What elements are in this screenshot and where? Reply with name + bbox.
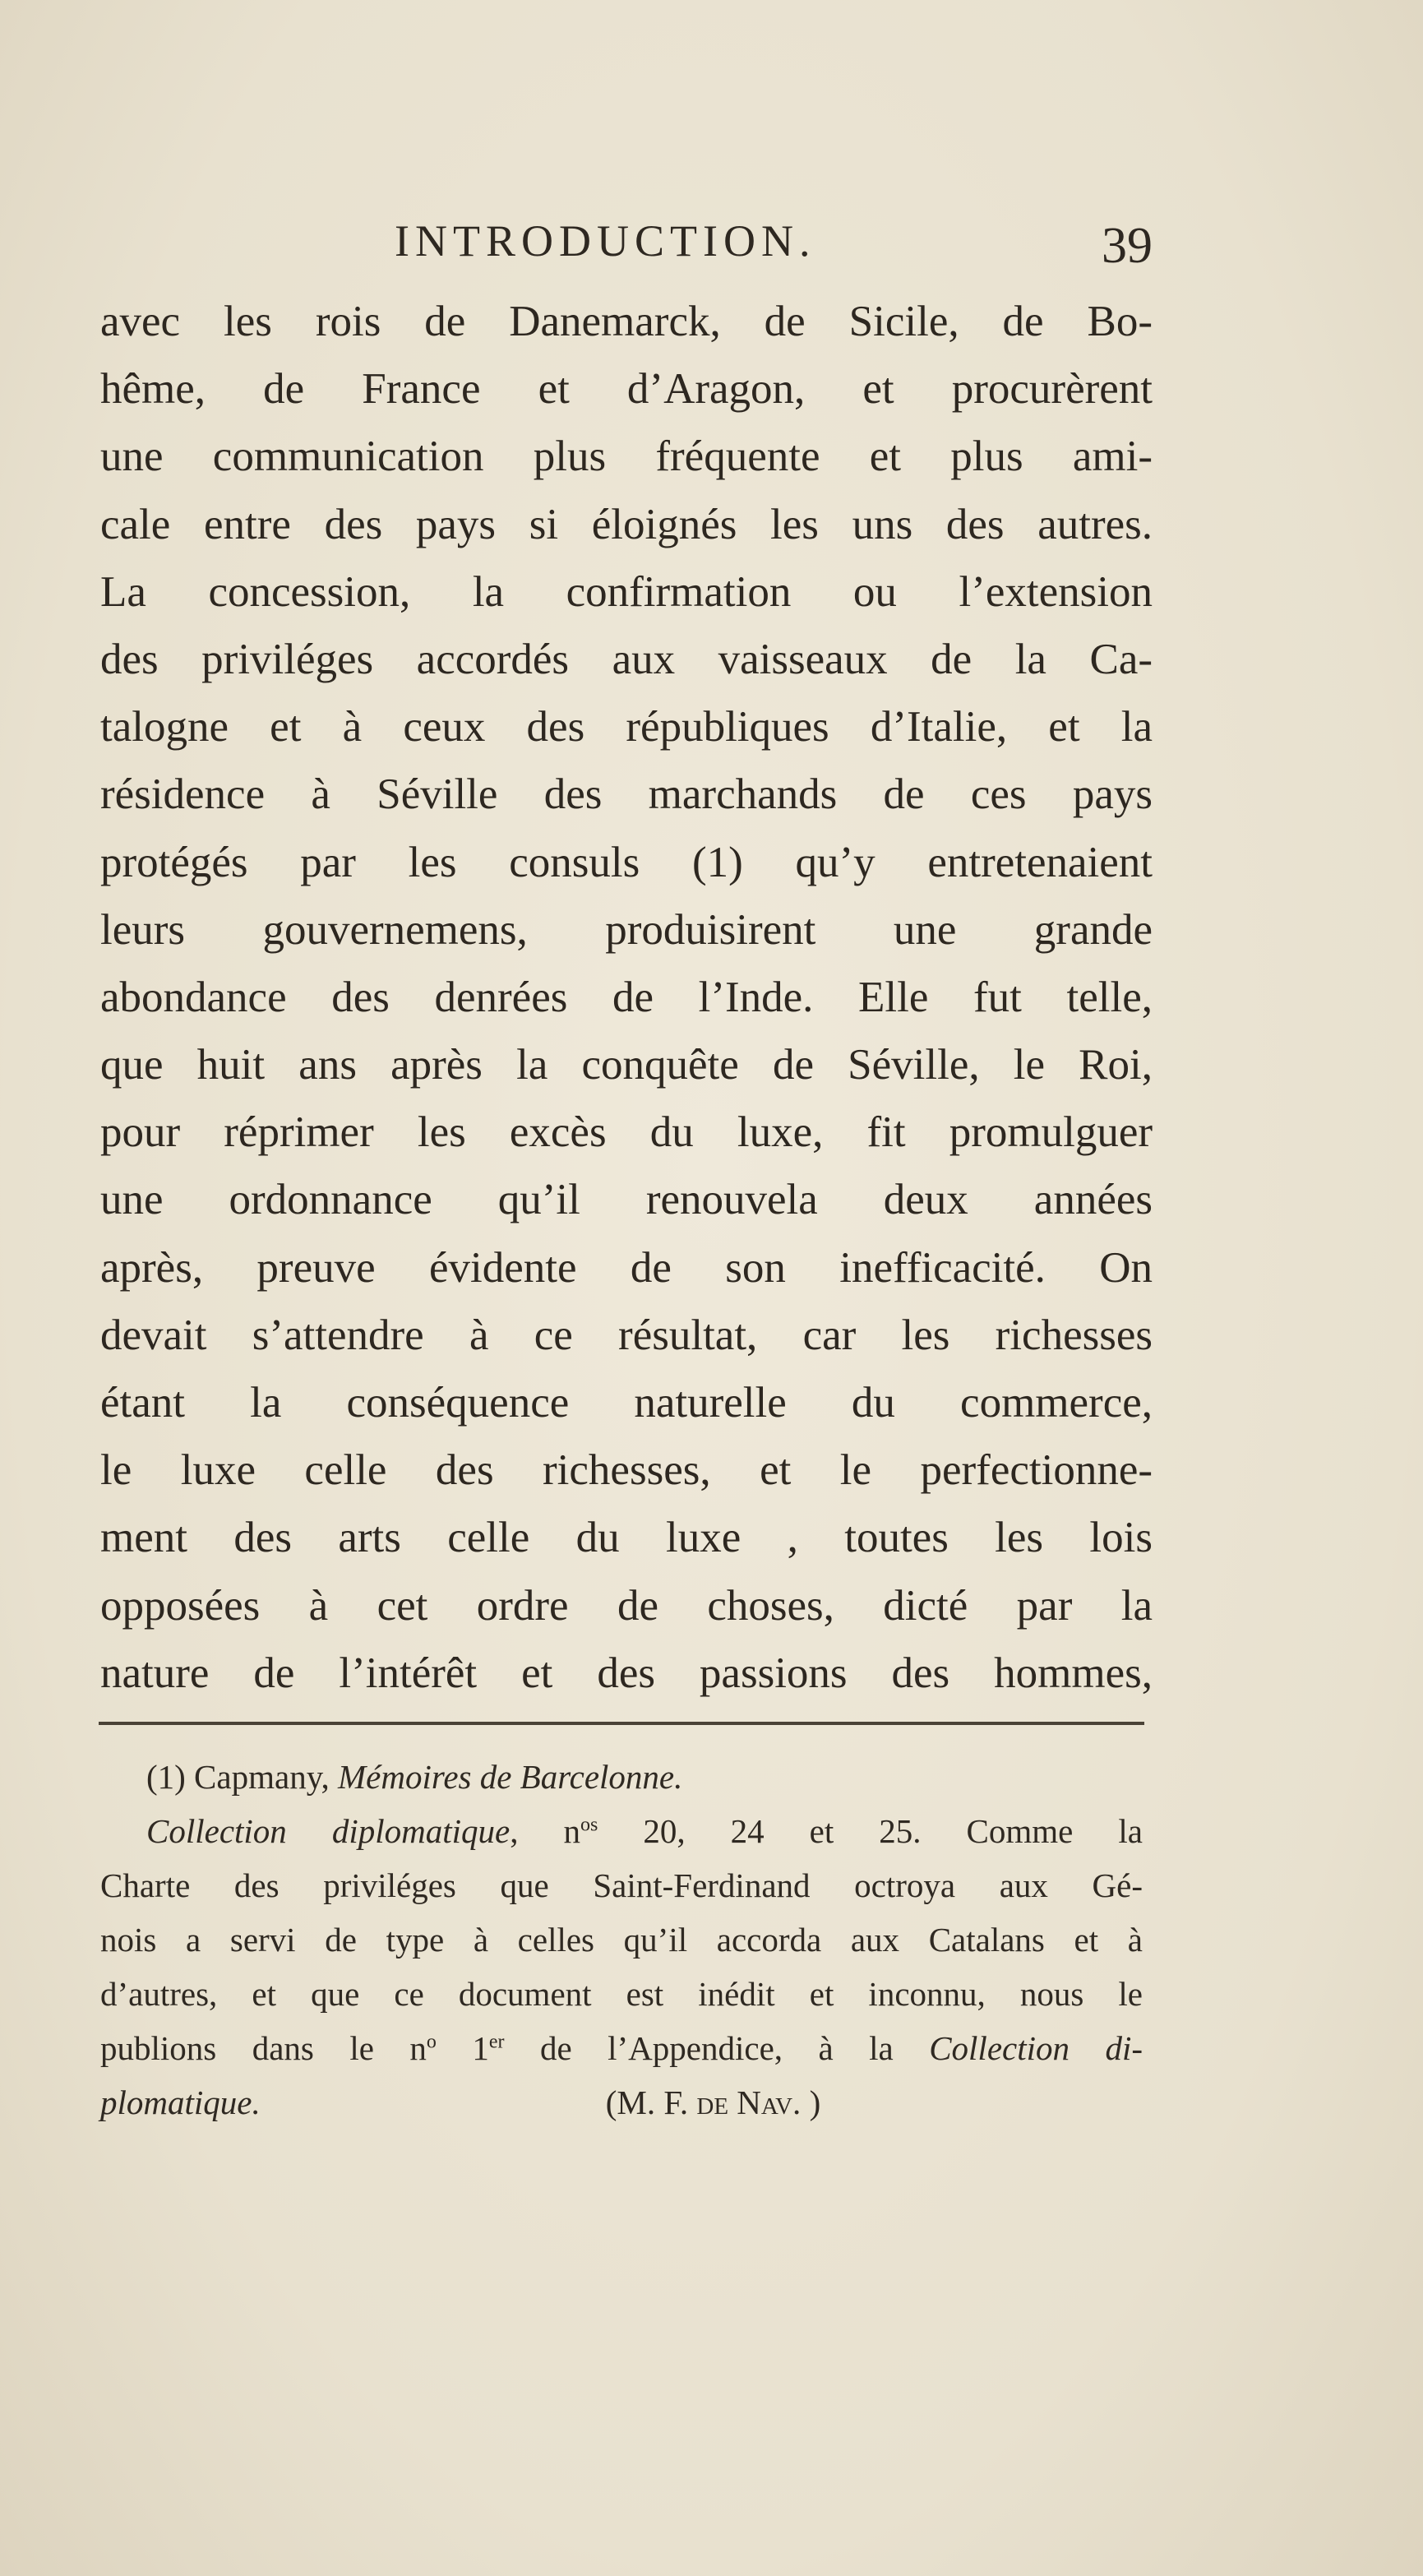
text-line: une ordonnance qu’il renouvela deux années	[100, 1176, 1153, 1224]
text-line: abondance des denrées de l’Inde. Elle fut telle,	[100, 973, 1153, 1021]
cited-title: Mémoires de Barcelonne.	[338, 1758, 683, 1796]
text-line: opposées à cet ordre de choses, dicté par la	[100, 1581, 1153, 1630]
text-line: talogne et à ceux des républiques d’Italie, et la	[100, 703, 1153, 752]
text-line: devait s’attendre à ce résultat, car les richesses	[100, 1311, 1153, 1359]
text-line: avec les rois de Danemarck, de Sicile, de Bo-	[100, 298, 1153, 345]
footnote-line: Charte des priviléges que Saint-Ferdinand octroya aux Gé-	[100, 1866, 1143, 1904]
footnote-line: Collection diplomatique, $n^{os}$ 20, 24 et 25. Comme la	[146, 1812, 1143, 1850]
footnote-line: d’autres, et que ce document est inédit et inconnu, nous le	[100, 1975, 1143, 2013]
text-line: une communication plus fréquente et plus ami-	[100, 432, 1153, 481]
text-line: étant la conséquence naturelle du commerce,	[100, 1379, 1153, 1427]
running-title: INTRODUCTION.	[395, 216, 816, 266]
footnote-rule	[99, 1722, 1144, 1725]
body-text	[100, 288, 1153, 1707]
footnote-line	[100, 2075, 1143, 2130]
text-line: hême, de France et d’Aragon, et procurèrent	[100, 365, 1153, 414]
text-line: protégés par les consuls (1) qu’y entretenaient	[100, 838, 1153, 886]
text-line: La concession, la confirmation ou l’extension	[100, 567, 1153, 616]
text-line: ment des arts celle du luxe , toutes les lois	[100, 1514, 1153, 1562]
page-number: 39	[1102, 218, 1153, 274]
text-line: après, preuve évidente de son inefficacité. On	[100, 1243, 1153, 1292]
running-head	[99, 215, 1151, 281]
text-line: que huit ans après la conquête de Séville, le Roi,	[100, 1041, 1153, 1089]
text-line: leurs gouvernemens, produisirent une grande	[100, 905, 1153, 954]
text-line: cale entre des pays si éloignés les uns des autres.	[100, 500, 1153, 548]
editor-signature: (M. F. de Nav. )	[605, 2083, 821, 2121]
cited-title: Collection di-	[929, 2029, 1143, 2067]
footnotes	[100, 1750, 1143, 2130]
footnote-line: nois a servi de type à celles qu’il accorda aux Catalans et à	[100, 1921, 1143, 1959]
footnote-line: publions dans le $n^o$ 1er de l’Appendice, à la Collection di-	[100, 2029, 1143, 2067]
footnote-line	[100, 1750, 1143, 1804]
text-line: résidence à Séville des marchands de ces pays	[100, 770, 1153, 819]
text-line: des priviléges accordés aux vaisseaux de la Ca-	[100, 635, 1153, 683]
text-line: pour réprimer les excès du luxe, fit promulguer	[100, 1108, 1153, 1157]
cited-title: Collection diplomatique	[146, 1812, 511, 1850]
text-line: le luxe celle des richesses, et le perfectionne-	[100, 1446, 1153, 1495]
footnote-marker: (1) Capmany,	[146, 1758, 339, 1796]
cited-title: plomatique.	[100, 2083, 261, 2121]
text-line: nature de l’intérêt et des passions des hommes,	[100, 1649, 1153, 1697]
